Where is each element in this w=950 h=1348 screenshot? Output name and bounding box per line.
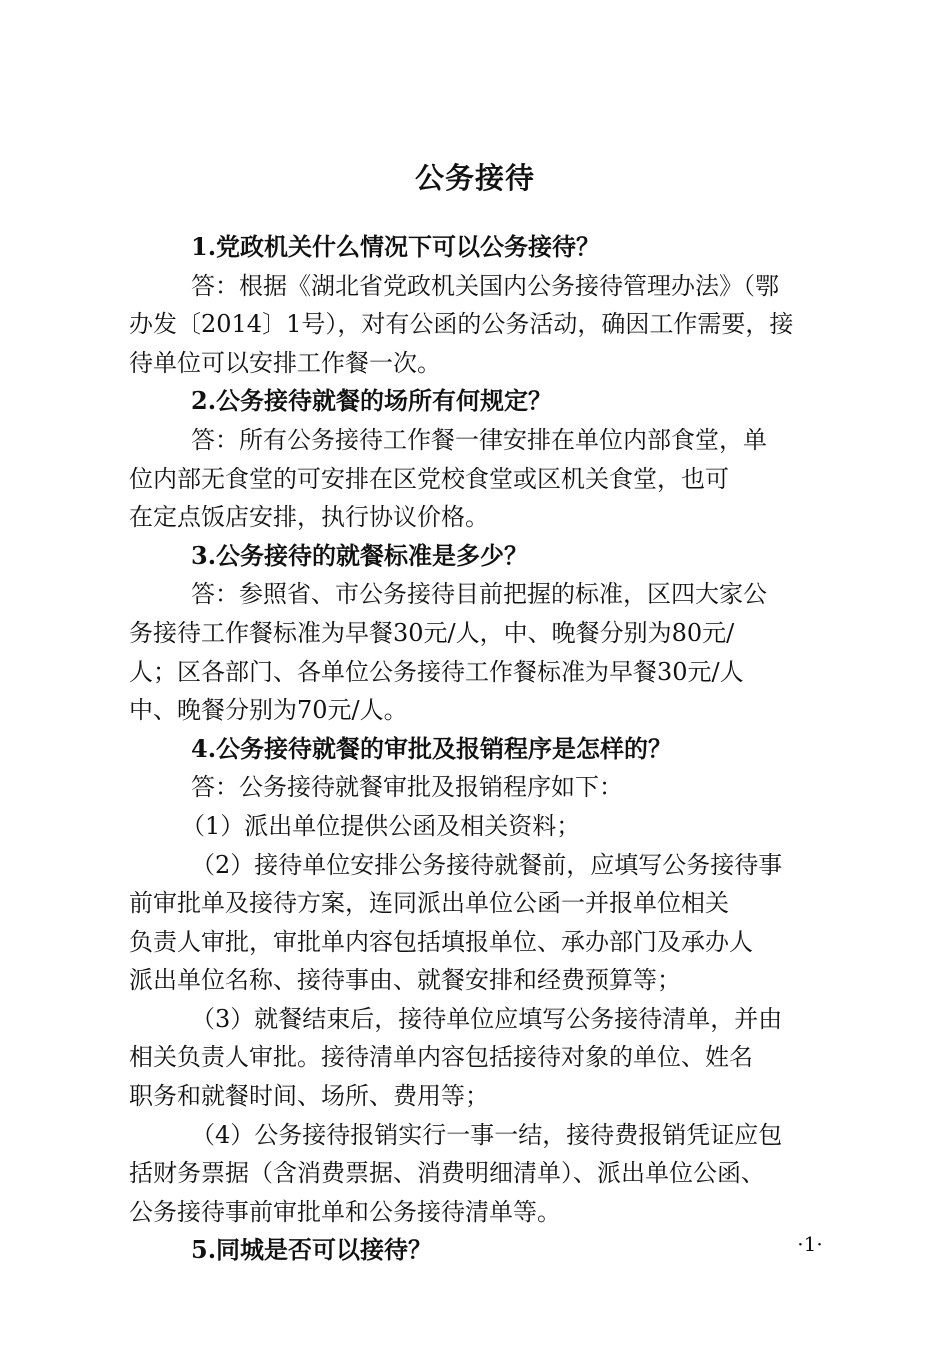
- answer-1-line: 待单位可以安排工作餐一次。: [129, 348, 441, 377]
- answer-4-item-2: （2）接待单位安排公务接待就餐前，应填写公务接待事: [191, 850, 783, 879]
- answer-1-line: 答：根据《湖北省党政机关国内公务接待管理办法》（鄂: [191, 271, 779, 300]
- answer-2-line: 答：所有公务接待工作餐一律安排在单位内部食堂，单: [191, 425, 767, 454]
- answer-4-item-3: （3）就餐结束后，接待单位应填写公务接待清单，并由: [191, 1004, 783, 1033]
- answer-3-line: 人；区各部门、各单位公务接待工作餐标准为早餐30元/人: [129, 657, 744, 686]
- document-title: 公务接待: [414, 161, 535, 195]
- question-2: 2.公务接待就餐的场所有何规定？: [191, 386, 553, 416]
- question-4: 4.公务接待就餐的审批及报销程序是怎样的？: [191, 733, 673, 763]
- answer-4-item-3: 相关负责人审批。接待清单内容包括接待对象的单位、姓名: [129, 1043, 753, 1072]
- answer-4-item-4: 公务接待事前审批单和公务接待清单等。: [129, 1197, 561, 1226]
- answer-4-item-4: 括财务票据（含消费票据、消费明细清单）、派出单位公函、: [129, 1159, 765, 1188]
- question-1: 1.党政机关什么情况下可以公务接待？: [191, 232, 601, 261]
- answer-2-line: 在定点饭店安排，执行协议价格。: [129, 503, 489, 532]
- question-3: 3.公务接待的就餐标准是多少？: [191, 540, 529, 570]
- answer-4-item-4: （4）公务接待报销实行一事一结，接待费报销凭证应包: [191, 1120, 783, 1149]
- answer-4-item-3: 职务和就餐时间、场所、费用等；: [129, 1082, 489, 1111]
- answer-1-line: 办发〔2014〕1号），对有公函的公务活动，确因工作需要，接: [129, 310, 794, 339]
- answer-4-item-2: 前审批单及接待方案，连同派出单位公函一并报单位相关: [129, 889, 729, 918]
- answer-2-line: 位内部无食堂的可安排在区党校食堂或区机关食堂，也可: [129, 464, 729, 493]
- page-number: ·1·: [797, 1232, 823, 1256]
- answer-4-item-2: 派出单位名称、接待事由、就餐安排和经费预算等；: [129, 966, 681, 995]
- answer-3-line: 中、晚餐分别为70元/人。: [129, 696, 408, 725]
- question-5: 5.同城是否可以接待？: [191, 1235, 433, 1265]
- answer-4-item-2: 负责人审批，审批单内容包括填报单位、承办部门及承办人: [129, 927, 753, 956]
- document-body: [129, 228, 823, 1270]
- answer-3-line: 答：参照省、市公务接待目前把握的标准，区四大家公: [191, 580, 767, 609]
- answer-3-line: 务接待工作餐标准为早餐30元/人，中、晚餐分别为80元/: [129, 618, 735, 647]
- answer-4-item-1: （1）派出单位提供公函及相关资料；: [181, 811, 581, 840]
- answer-4-line: 答：公务接待就餐审批及报销程序如下：: [191, 773, 623, 802]
